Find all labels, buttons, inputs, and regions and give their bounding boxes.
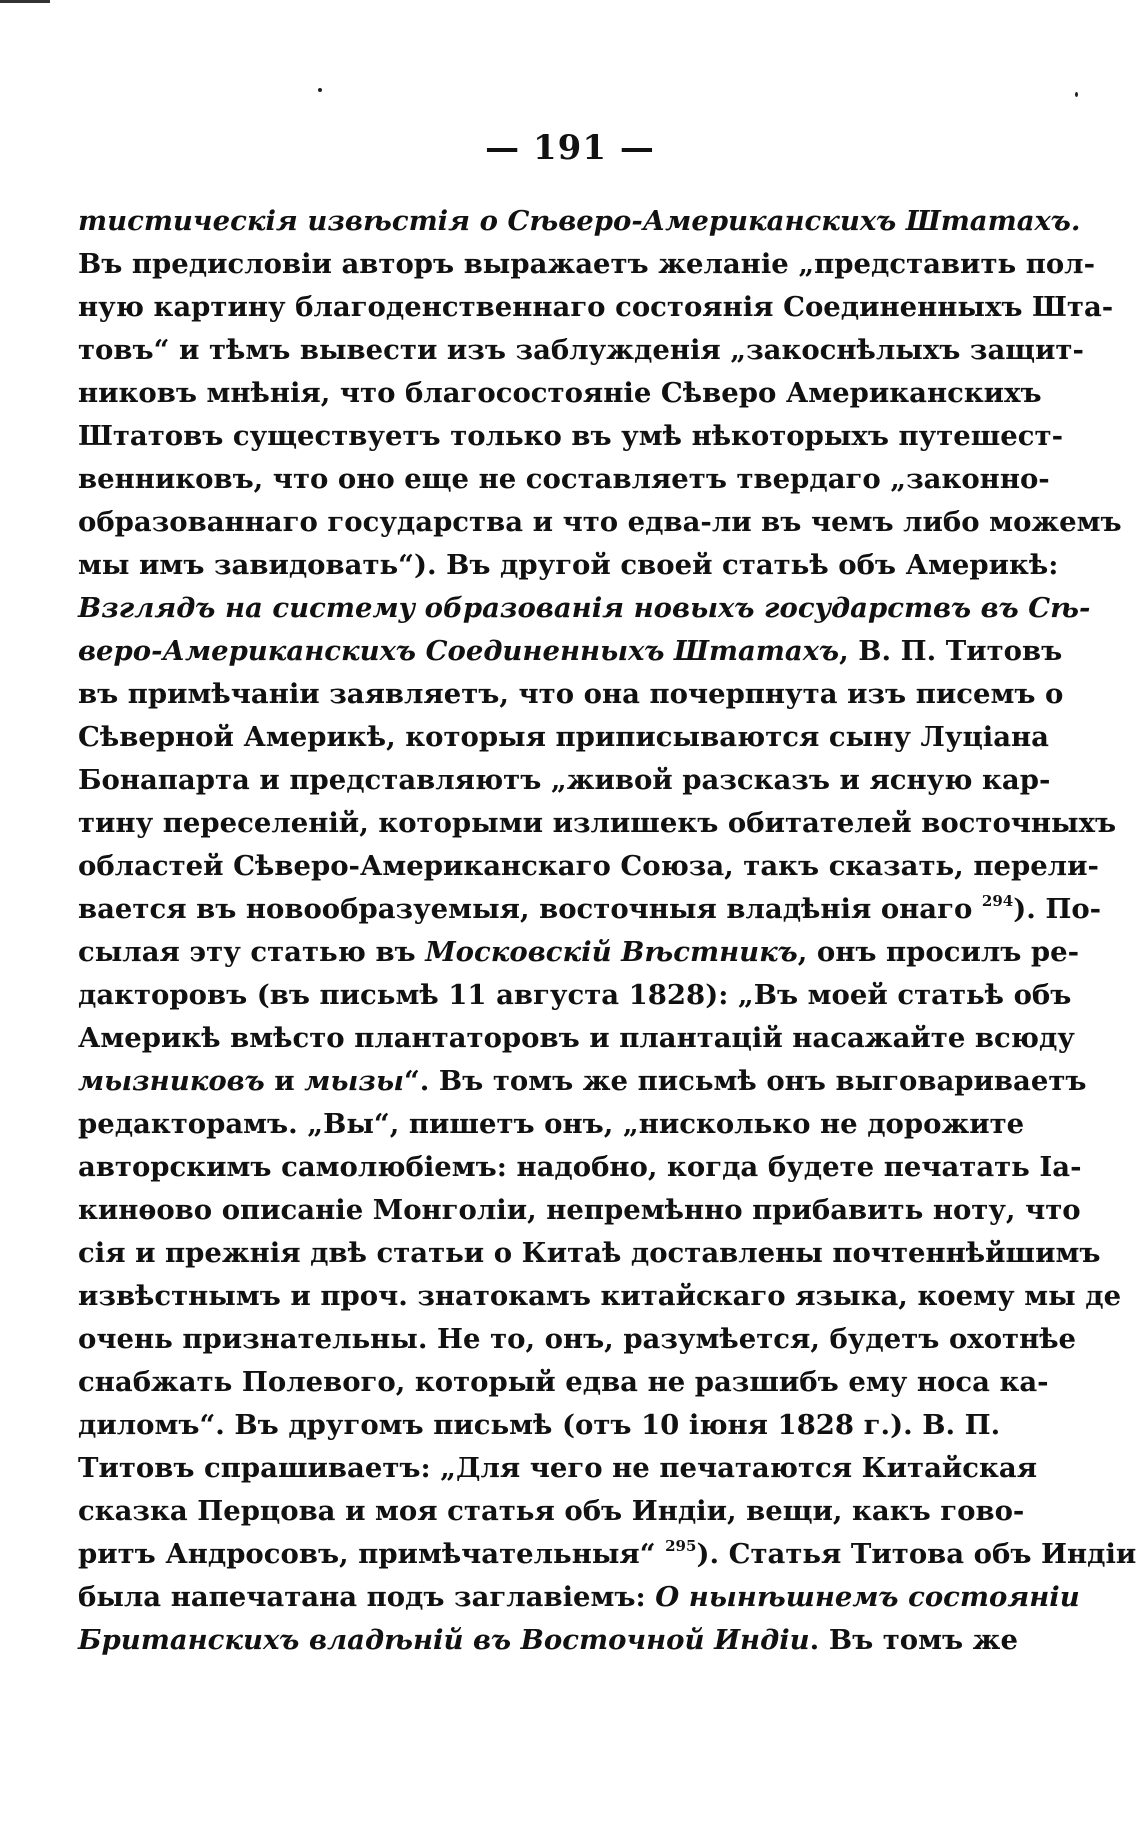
text-segment: Америкѣ вмѣсто плантаторовъ и плантацій насажайте всюду	[78, 1022, 1075, 1054]
text-line	[78, 458, 1050, 501]
text-segment: вается въ новообразуемыя, восточныя владѣнія онаго	[78, 893, 982, 925]
text-segment: кинѳово описаніе Монголіи, непремѣнно прибавить ноту, что	[78, 1194, 1081, 1226]
text-segment: очень признательны. Не то, онъ, разумѣется, будетъ охотнѣе	[78, 1323, 1077, 1355]
text-line	[78, 1619, 1018, 1662]
text-line	[78, 1103, 1025, 1146]
text-line	[78, 329, 1084, 372]
body-text	[78, 200, 1137, 1662]
text-segment: была напечатана подъ заглавіемъ:	[78, 1581, 656, 1613]
text-line	[78, 802, 1117, 845]
text-line	[78, 1232, 1101, 1275]
text-segment: авторскимъ самолюбіемъ: надобно, когда будете печатать Іа-	[78, 1151, 1082, 1183]
text-segment: “. Въ томъ же письмѣ онъ выговариваетъ	[403, 1065, 1087, 1097]
italic-title: мызы	[304, 1065, 404, 1097]
text-line	[78, 1576, 1080, 1619]
scan-edge-mark	[0, 0, 50, 3]
text-segment: товъ“ и тѣмъ вывести изъ заблужденія „закоснѣлыхъ защит-	[78, 334, 1084, 366]
text-segment: Титовъ спрашиваетъ: „Для чего не печатаются Китайская	[78, 1452, 1038, 1484]
text-segment: въ примѣчаніи заявляетъ, что она почерпнута изъ писемъ о	[78, 678, 1064, 710]
text-segment: Штатовъ существуетъ только въ умѣ нѣкоторыхъ путешест-	[78, 420, 1064, 452]
text-segment: снабжать Полевого, который едва не разшибъ ему носа ка-	[78, 1366, 1049, 1398]
text-line	[78, 587, 1091, 630]
text-line	[78, 1146, 1082, 1189]
text-segment: сія и прежнія двѣ статьи о Китаѣ доставлены почтеннѣйшимъ	[78, 1237, 1101, 1269]
text-line	[78, 1318, 1077, 1361]
text-segment: дакторовъ (въ письмѣ 11 августа 1828): „Въ моей статьѣ объ	[78, 979, 1072, 1011]
italic-title: Московскій Вѣстникъ	[425, 936, 798, 968]
text-line	[78, 845, 1099, 888]
text-segment: никовъ мнѣнія, что благосостояніе Сѣверо Американскихъ	[78, 377, 1042, 409]
text-line	[78, 286, 1114, 329]
text-line	[78, 1189, 1081, 1232]
text-line	[78, 1017, 1075, 1060]
text-segment: Въ предисловіи авторъ выражаетъ желаніе „представить пол-	[78, 248, 1095, 280]
text-line	[78, 544, 1059, 587]
text-segment: тину переселеній, которыми излишекъ обитателей восточныхъ	[78, 807, 1117, 839]
text-line	[78, 1404, 1001, 1447]
text-segment: Сѣверной Америкѣ, которыя приписываются сыну Луціана	[78, 721, 1049, 753]
italic-title: веро-Американскихъ Соединенныхъ Штатахъ	[78, 635, 840, 667]
text-line	[78, 974, 1072, 1017]
text-segment: ). Статья Титова объ Индіи	[696, 1538, 1137, 1570]
text-line	[78, 1361, 1049, 1404]
text-line	[78, 415, 1064, 458]
text-line	[78, 1490, 1025, 1533]
text-segment: областей Сѣверо-Американскаго Союза, такъ сказать, перели-	[78, 850, 1099, 882]
text-segment: ную картину благоденственнаго состоянія Соединенныхъ Шта-	[78, 291, 1114, 323]
italic-title: Взглядъ на систему образованія новыхъ государствъ въ Сѣ-	[78, 592, 1091, 624]
text-segment: ). По-	[1013, 893, 1102, 925]
text-line	[78, 888, 1102, 931]
text-segment: Бонапарта и представляютъ „живой разсказъ и ясную кар-	[78, 764, 1051, 796]
text-segment: , онъ просилъ ре-	[797, 936, 1080, 968]
text-line	[78, 1275, 1122, 1318]
text-segment: сылая эту статью въ	[78, 936, 426, 968]
text-segment: извѣстнымъ и проч. знатокамъ китайскаго языка, коему мы де	[78, 1280, 1122, 1312]
footnote-reference: 295	[665, 1537, 697, 1555]
scan-speck	[318, 88, 322, 92]
text-line	[78, 673, 1064, 716]
text-line	[78, 931, 1080, 974]
text-line	[78, 1060, 1087, 1103]
text-segment: ритъ Андросовъ, примѣчательныя“	[78, 1538, 666, 1570]
text-line	[78, 372, 1042, 415]
text-line	[78, 243, 1095, 286]
text-segment: диломъ“. Въ другомъ письмѣ (отъ 10 іюня 1828 г.). В. П.	[78, 1409, 1001, 1441]
italic-title: О нынѣшнемъ состояніи	[655, 1581, 1080, 1613]
text-segment: сказка Перцова и моя статья объ Индіи, вещи, какъ гово-	[78, 1495, 1025, 1527]
text-segment: редакторамъ. „Вы“, пишетъ онъ, „нисколько не дорожите	[78, 1108, 1025, 1140]
text-segment: и	[264, 1065, 305, 1097]
footnote-reference: 294	[981, 892, 1014, 910]
italic-title: тистическія извѣстія о Сѣверо-Американскихъ Штатахъ.	[78, 205, 1081, 237]
italic-title: мызниковъ	[78, 1065, 265, 1097]
text-segment: венниковъ, что оно еще не составляетъ твердаго „законно-	[78, 463, 1050, 495]
text-segment: образованнаго государства и что едва-ли въ чемъ либо можемъ	[78, 506, 1122, 538]
text-segment: мы имъ завидовать“). Въ другой своей статьѣ объ Америкѣ:	[78, 549, 1059, 581]
text-line	[78, 200, 1081, 243]
text-segment: . Въ томъ же	[809, 1624, 1018, 1656]
text-segment: , В. П. Титовъ	[839, 635, 1063, 667]
italic-title: Британскихъ владѣній въ Восточной Индіи	[78, 1624, 810, 1656]
page-number: — 191 —	[485, 128, 655, 168]
text-line	[78, 1533, 1137, 1576]
text-line	[78, 716, 1049, 759]
text-line	[78, 1447, 1038, 1490]
text-line	[78, 759, 1051, 802]
scan-speck	[1075, 92, 1078, 97]
text-line	[78, 501, 1122, 544]
text-line	[78, 630, 1063, 673]
